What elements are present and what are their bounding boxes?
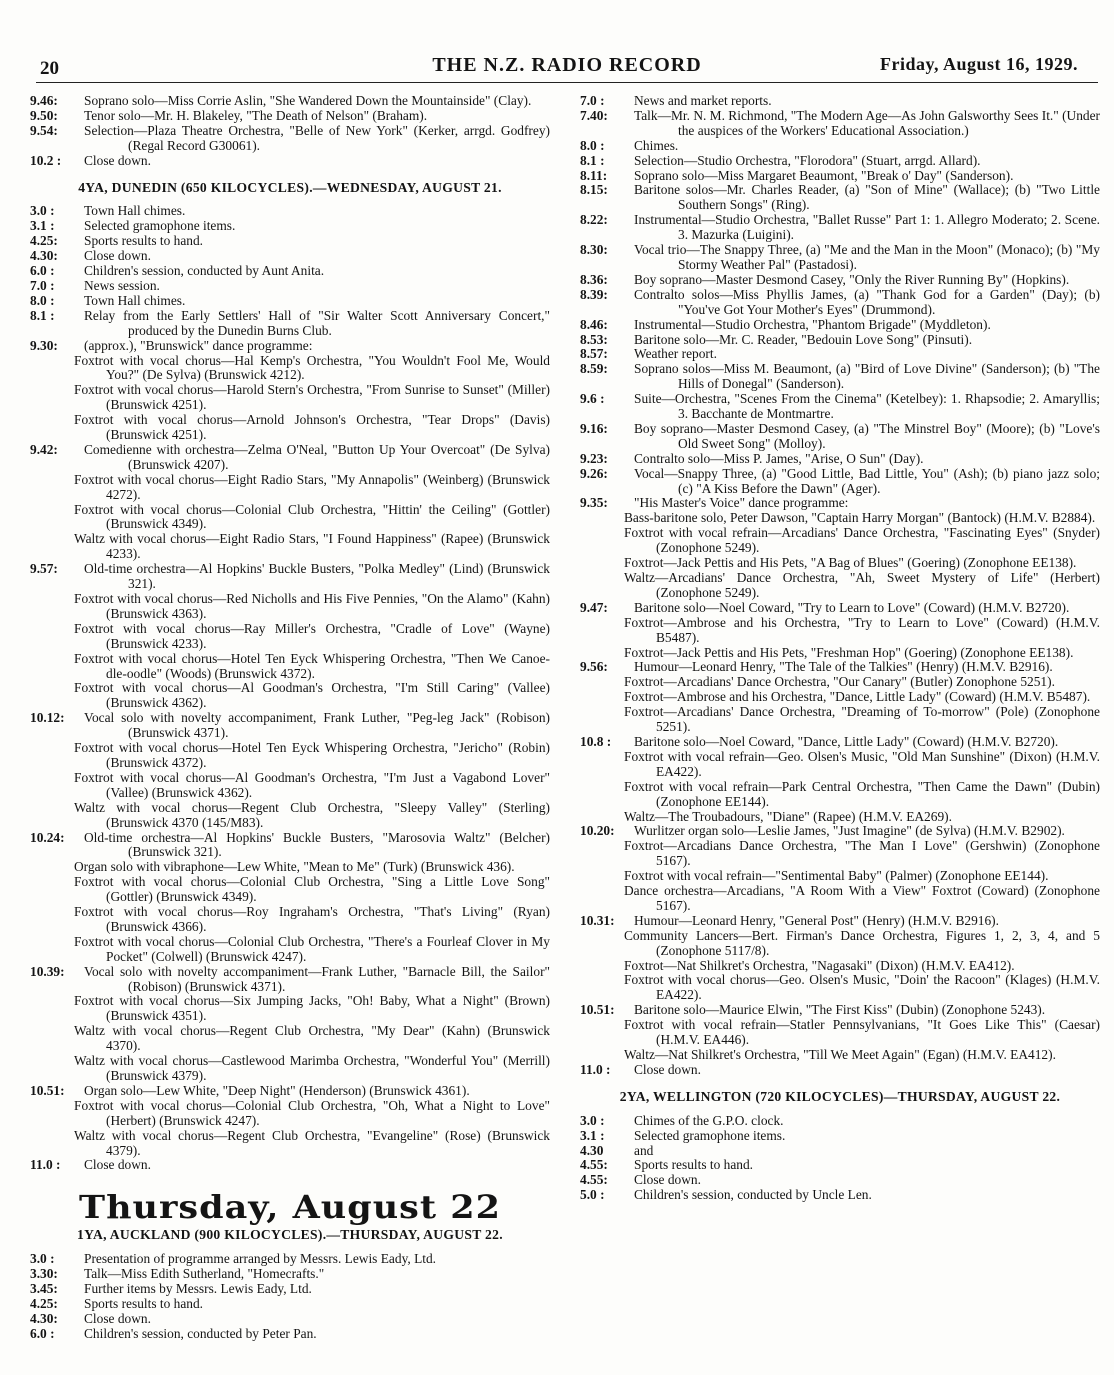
entry-text: Vocal solo with novelty accompaniment—Frank Luther, "Barnacle Bill, the Sailor" (Robison) (Brunswick 4371).	[84, 963, 550, 994]
entry-text: Close down.	[84, 1310, 151, 1326]
entry-text: News and market reports.	[634, 93, 772, 108]
entry-time: 3.0 :	[30, 1251, 55, 1267]
dunedin-programme	[30, 204, 550, 353]
entry-time: 3.0 :	[580, 1112, 605, 1128]
programme-entry	[30, 204, 550, 219]
entry-time: 8.30:	[580, 242, 608, 258]
dance-item: Waltz with vocal chorus—Regent Club Orchestra, "My Dear" (Kahn) (Brunswick 4370).	[74, 1023, 550, 1054]
dance-items-1039	[30, 994, 550, 1083]
dance-items-1012	[30, 741, 550, 830]
programme-entry	[580, 1129, 1100, 1144]
dance-items-108	[580, 750, 1100, 825]
entry-time: 9.46:	[30, 93, 58, 108]
entry-time: 7.40:	[580, 107, 608, 123]
dance-item: Foxtrot with vocal chorus—Al Goodman's Orchestra, "I'm Just a Vagabond Lover" (Vallee) (Brunswick 4362).	[74, 769, 550, 800]
dance-items-1051	[30, 1099, 550, 1159]
entry-time: 9.16:	[580, 420, 608, 436]
entry-1020	[580, 824, 1100, 839]
entry-text: Close down.	[634, 1172, 701, 1188]
issue-date: Friday, August 16, 1929.	[879, 54, 1078, 74]
programme-entry	[580, 333, 1100, 348]
entry-text: Selected gramophone items.	[84, 218, 236, 234]
entry-time: 8.1 :	[580, 152, 605, 168]
programme-entry	[30, 1327, 550, 1342]
entry-text: Instrumental—Studio Orchestra, "Phantom Brigade" (Myddleton).	[634, 316, 991, 332]
entry-time: 3.30:	[30, 1266, 58, 1282]
entry-text: "His Master's Voice" dance programme:	[634, 495, 849, 511]
programme-entry	[30, 124, 550, 154]
programme-entry	[30, 1312, 550, 1327]
entry-close-down	[30, 1158, 550, 1173]
entry-text: Wurlitzer organ solo—Leslie James, "Just Imagine" (de Sylva) (H.M.V. B2902).	[634, 823, 1065, 839]
programme-entry	[30, 965, 550, 995]
dance-item: Foxtrot—Ambrose and his Orchestra, "Try to Learn to Love" (Coward) (H.M.V. B5487).	[624, 614, 1100, 645]
entry-text: Close down.	[84, 248, 151, 264]
dance-item: Foxtrot with vocal chorus—Red Nicholls and His Five Pennies, "On the Alamo" (Kahn) (Brunswick 4363).	[74, 591, 550, 621]
dance-item: Foxtrot with vocal chorus—Arnold Johnson's Orchestra, "Tear Drops" (Davis) (Brunswick 4251).	[74, 412, 550, 443]
dance-item: Foxtrot with vocal chorus—Al Goodman's Orchestra, "I'm Still Caring" (Vallee) (Brunswick 4362).	[74, 680, 550, 711]
entry-text: Town Hall chimes.	[84, 292, 186, 308]
entry-text: Weather report.	[634, 346, 717, 362]
dance-item: Foxtrot with vocal chorus—Colonial Club Orchestra, "Oh, What a Night to Love" (Herbert) (Brunswick 4247).	[74, 1097, 550, 1128]
dance-items-957	[30, 592, 550, 711]
entry-text: Vocal—Snappy Three, (a) "Good Little, Bad Little, You" (Ash); (b) piano jazz solo; (c) "A Kiss Before the Dawn" (Ager).	[634, 465, 1100, 496]
entry-text: Close down.	[634, 1061, 701, 1077]
programme-entry	[30, 831, 550, 861]
programme-entry	[30, 309, 550, 339]
entry-time: 8.59:	[580, 361, 608, 377]
entry-time: 4.30:	[30, 1310, 58, 1326]
auckland-programme	[30, 1252, 550, 1341]
programme-entry	[580, 1188, 1100, 1203]
entry-time: 8.0 :	[30, 292, 55, 308]
entry-time: 8.57:	[580, 346, 608, 362]
dance-item: Dance orchestra—Arcadians, "A Room With a View" Foxtrot (Coward) (Zonophone 5167).	[624, 883, 1100, 913]
entry-time: 10.24:	[30, 829, 65, 845]
dance-items-1020	[580, 839, 1100, 914]
dance-item: Foxtrot—Arcadians Dance Orchestra, "The Man I Love" (Gershwin) (Zonophone 5167).	[624, 838, 1100, 869]
programme-entry	[580, 1063, 1100, 1078]
entry-text: Further items by Messrs. Lewis Eady, Ltd.	[84, 1280, 312, 1296]
dance-item: Foxtrot with vocal refrain—Statler Pennsylvanians, "It Goes Like This" (Caesar) (H.M.V. EA446).	[624, 1017, 1100, 1048]
dance-item: Organ solo with vibraphone—Lew White, "Mean to Me" (Turk) (Brunswick 436).	[74, 859, 515, 875]
programme-entry	[580, 288, 1100, 318]
left-column	[30, 94, 550, 1342]
entry-time: 4.30	[580, 1142, 604, 1158]
entry-text: Vocal trio—The Snappy Three, (a) "Me and the Man in the Moon" (Monaco); (b) "My Stormy Weather Pal" (Pastadosi).	[634, 242, 1100, 272]
programme-entry	[30, 443, 550, 473]
programme-entry	[30, 294, 550, 309]
entry-text: Boy soprano—Master Desmond Casey, (a) "The Minstrel Boy" (Moore); (b) "Love's Old Sweet Song" (Molloy).	[634, 420, 1100, 451]
entry-text: Chimes.	[634, 137, 679, 153]
entry-time: 9.54:	[30, 122, 58, 138]
programme-entry	[580, 154, 1100, 169]
programme-entry	[580, 273, 1100, 288]
dance-item: Foxtrot with vocal chorus—Colonial Club Orchestra, "Hittin' the Ceiling" (Gottler) (Brunswick 4349).	[74, 501, 550, 532]
dance-item: Foxtrot—Jack Pettis and His Pets, "A Bag of Blues" (Goering) (Zonophone EE138).	[624, 555, 1077, 571]
entry-time: 4.55:	[580, 1157, 608, 1173]
programme-entry	[580, 601, 1100, 616]
dance-item: Foxtrot with vocal refrain—"Sentimental Baby" (Palmer) (Zonophone EE144).	[624, 868, 1049, 884]
entry-time: 9.26:	[580, 465, 608, 481]
dance-item: Foxtrot—Nat Shilkret's Orchestra, "Nagasaki" (Dixon) (H.M.V. EA412).	[624, 957, 1015, 973]
dance-item: Bass-baritone solo, Peter Dawson, "Captain Harry Morgan" (Bantock) (H.M.V. B2884).	[624, 510, 1096, 526]
entry-text: Talk—Mr. N. M. Richmond, "The Modern Age—As John Galsworthy Sees It." (Under the auspices of the Workers' Educational Association.)	[634, 107, 1100, 138]
entry-time: 9.47:	[580, 599, 608, 615]
entry-1039	[30, 965, 550, 995]
entry-text: Tenor solo—Mr. H. Blakeley, "The Death of Nelson" (Braham).	[84, 107, 428, 123]
programme-entry	[580, 422, 1100, 452]
entry-time: 9.42:	[30, 441, 58, 457]
entry-1024	[30, 831, 550, 861]
dance-item: Foxtrot with vocal chorus—Hotel Ten Eyck Whispering Orchestra, "Jericho" (Robin) (Brunswick 4372).	[74, 740, 550, 770]
entry-time: 10.12:	[30, 710, 65, 726]
entry-text: Old-time orchestra—Al Hopkins' Buckle Busters, "Marosovia Waltz" (Belcher) (Brunswick 321).	[84, 829, 550, 860]
programme-entry	[30, 1084, 550, 1099]
programme-entry	[580, 169, 1100, 184]
dance-item: Waltz—Nat Shilkret's Orchestra, "Till We Meet Again" (Egan) (H.M.V. EA412).	[624, 1047, 1056, 1062]
entry-time: 10.8 :	[580, 733, 612, 749]
entry-time: 9.23:	[580, 450, 608, 466]
entry-1051-right	[580, 1003, 1100, 1018]
dance-item: Waltz with vocal chorus—Eight Radio Stars, "I Found Happiness" (Rapee) (Brunswick 4233).	[74, 531, 550, 562]
entry-957	[30, 562, 550, 592]
entry-time: 9.50:	[30, 107, 58, 123]
programme-entry	[580, 824, 1100, 839]
programme-entry	[30, 249, 550, 264]
entry-text: News session.	[84, 277, 160, 293]
entry-time: 3.1 :	[580, 1127, 605, 1143]
page-number: 20	[40, 58, 59, 79]
programme-entry	[30, 94, 550, 109]
entry-956	[580, 660, 1100, 675]
programme-entry	[30, 234, 550, 249]
entry-time: 8.1 :	[30, 307, 55, 323]
programme-entry	[30, 1158, 550, 1173]
entry-1031	[580, 914, 1100, 929]
station-heading-2ya: 2YA, WELLINGTON (720 KILOCYCLES)—THURSDAY, AUGUST 22.	[619, 1088, 1061, 1104]
entry-text: Baritone solo—Mr. C. Reader, "Bedouin Love Song" (Pinsuti).	[634, 331, 973, 347]
entry-time: 8.11:	[580, 167, 608, 183]
entry-text: Children's session, conducted by Uncle Len.	[634, 1187, 872, 1203]
entry-text: Humour—Leonard Henry, "General Post" (Henry) (H.M.V. B2916).	[634, 912, 999, 928]
entry-time: 10.51:	[580, 1002, 615, 1018]
dance-item: Waltz—The Troubadours, "Diane" (Rapee) (H.M.V. EA269).	[624, 808, 952, 824]
dance-items-1024	[30, 860, 550, 964]
entry-text: Boy soprano—Master Desmond Casey, "Only the River Running By" (Hopkins).	[634, 271, 1070, 287]
publication-title: THE N.Z. RADIO RECORD	[432, 54, 702, 76]
programme-entry	[580, 109, 1100, 139]
entry-time: 10.20:	[580, 823, 615, 839]
programme-entry	[580, 1173, 1100, 1188]
dance-item: Foxtrot with vocal chorus—Colonial Club Orchestra, "Sing a Little Love Song" (Gottler) (Brunswick 4349).	[74, 874, 550, 905]
entry-text: Talk—Miss Edith Sutherland, "Homecrafts."	[84, 1266, 325, 1282]
programme-entry	[30, 1282, 550, 1297]
dance-items-1031	[580, 929, 1100, 1004]
dance-item: Foxtrot with vocal chorus—Six Jumping Jacks, "Oh! Baby, What a Night" (Brown) (Brunswick 4351).	[74, 993, 550, 1024]
entry-text: Baritone solos—Mr. Charles Reader, (a) "Son of Mine" (Wallace); (b) "Two Little Southern Songs" (Ring).	[634, 182, 1100, 213]
dance-items-930	[30, 354, 550, 443]
dance-item: Foxtrot with vocal refrain—Park Central Orchestra, "Then Came the Dawn" (Dubin) (Zonophone EE144).	[624, 778, 1100, 809]
entry-text: Selection—Plaza Theatre Orchestra, "Belle of New York" (Kerker, arrgd. Godfrey) (Regal Record G30061).	[84, 122, 550, 153]
programme-entry	[580, 183, 1100, 213]
dance-item: Waltz with vocal chorus—Castlewood Marimba Orchestra, "Wonderful You" (Merrill) (Brunswick 4379).	[74, 1053, 550, 1083]
entry-text: Comedienne with orchestra—Zelma O'Neal, "Button Up Your Overcoat" (De Sylva) (Brunswick 4207).	[84, 441, 550, 472]
entry-time: 4.25:	[30, 1295, 58, 1311]
entry-text: Humour—Leonard Henry, "The Tale of the Talkies" (Henry) (H.M.V. B2916).	[634, 659, 1053, 675]
entry-text: Soprano solos—Miss M. Beaumont, (a) "Bird of Love Divine" (Sanderson); (b) "The Hills of Donegal" (Sanderson).	[634, 361, 1100, 392]
programme-entry	[580, 1158, 1100, 1173]
entry-text: Presentation of programme arranged by Messrs. Lewis Eady, Ltd.	[84, 1251, 437, 1267]
programme-entry	[580, 347, 1100, 362]
entry-time: 10.31:	[580, 912, 615, 928]
programme-entry	[580, 243, 1100, 273]
page-header	[36, 52, 1098, 83]
entry-time: 9.57:	[30, 561, 58, 577]
entry-text: Baritone solo—Noel Coward, "Dance, Little Lady" (Coward) (H.M.V. B2720).	[634, 733, 1059, 749]
dance-item: Foxtrot with vocal chorus—Roy Ingraham's Orchestra, "That's Living" (Ryan) (Brunswick 4366).	[74, 904, 550, 934]
dance-item: Foxtrot—Arcadians' Dance Orchestra, "Dreaming of To-morrow" (Pole) (Zonophone 5251).	[624, 704, 1100, 735]
entry-text: Baritone solo—Noel Coward, "Try to Learn to Love" (Coward) (H.M.V. B2720).	[634, 599, 1070, 615]
entry-time: 5.0 :	[580, 1187, 605, 1203]
entry-text: and	[634, 1142, 654, 1158]
wednesday-continuation	[30, 94, 550, 169]
entry-942	[30, 443, 550, 473]
dance-item: Foxtrot with vocal refrain—Arcadians' Dance Orchestra, "Fascinating Eyes" (Snyder) (Zonophone 5249).	[624, 525, 1100, 556]
dance-item: Foxtrot with vocal chorus—Eight Radio Stars, "My Annapolis" (Weinberg) (Brunswick 4272).	[74, 471, 550, 502]
entry-text: Soprano solo—Miss Margaret Beaumont, "Break o' Day" (Sanderson).	[634, 167, 1014, 183]
entry-time: 9.56:	[580, 659, 608, 675]
programme-entry	[580, 1144, 1100, 1159]
dance-items-942	[30, 473, 550, 562]
programme-entry	[30, 219, 550, 234]
entry-text: Chimes of the G.P.O. clock.	[634, 1112, 784, 1128]
day-heading: Thursday, August 22	[79, 1189, 501, 1227]
programme-entry	[580, 914, 1100, 929]
entry-text: Selection—Studio Orchestra, "Florodora" (Stuart, arrgd. Allard).	[634, 152, 981, 168]
entry-text: Suite—Orchestra, "Scenes From the Cinema" (Ketelbey): 1. Rhapsodie; 2. Amaryllis; 3. Bacchante de Montmartre.	[634, 391, 1100, 422]
programme-entry	[580, 213, 1100, 243]
dance-item: Foxtrot with vocal chorus—Harold Stern's Orchestra, "From Sunrise to Sunset" (Miller) (Brunswick 4251).	[74, 382, 550, 413]
entry-text: Selected gramophone items.	[634, 1127, 786, 1143]
entry-text: Children's session, conducted by Peter Pan.	[84, 1325, 317, 1341]
station-heading-1ya: 1YA, AUCKLAND (900 KILOCYCLES).—THURSDAY, AUGUST 22.	[77, 1227, 503, 1243]
programme-entry	[30, 154, 550, 169]
entry-time: 6.0 :	[30, 263, 55, 279]
entry-time: 10.2 :	[30, 152, 62, 168]
programme-entry	[30, 279, 550, 294]
dance-item: Waltz with vocal chorus—Regent Club Orchestra, "Sleepy Valley" (Sterling) (Brunswick 4370 (145/M83).	[74, 799, 550, 830]
programme-entry	[580, 139, 1100, 154]
dance-items-935	[580, 511, 1100, 600]
programme-entry	[580, 318, 1100, 333]
entry-time: 4.55:	[580, 1172, 608, 1188]
wellington-programme	[580, 1114, 1100, 1203]
entry-time: 11.0 :	[30, 1157, 61, 1173]
entry-text: Close down.	[84, 1157, 151, 1173]
programme-entry	[580, 735, 1100, 750]
entry-108	[580, 735, 1100, 750]
entry-text: Baritone solo—Maurice Elwin, "The First Kiss" (Dubin) (Zonophone 5243).	[634, 1002, 1046, 1018]
programme-entry	[30, 562, 550, 592]
entry-time: 9.6 :	[580, 391, 605, 407]
entry-text: Organ solo—Lew White, "Deep Night" (Henderson) (Brunswick 4361).	[84, 1082, 470, 1098]
entry-time: 9.35:	[580, 495, 608, 511]
entry-time: 7.0 :	[30, 277, 55, 293]
programme-entry	[580, 362, 1100, 392]
entry-text: Town Hall chimes.	[84, 203, 186, 219]
programme-entry	[580, 452, 1100, 467]
entry-text: Contralto solos—Miss Phyllis James, (a) "Thank God for a Garden" (Day); (b) "You've Got Your Mother's Eyes" (Drummond).	[634, 286, 1100, 317]
programme-entry	[580, 94, 1100, 109]
entry-text: Close down.	[84, 152, 151, 168]
station-heading-4ya: 4YA, DUNEDIN (650 KILOCYCLES).—WEDNESDAY, AUGUST 21.	[78, 179, 502, 195]
entry-time: 8.36:	[580, 271, 608, 287]
dance-items-1051-right	[580, 1018, 1100, 1063]
programme-entry	[30, 339, 550, 354]
dance-item: Foxtrot with vocal refrain—Geo. Olsen's Music, "Old Man Sunshine" (Dixon) (H.M.V. EA422).	[624, 748, 1100, 779]
entry-time: 8.39:	[580, 286, 608, 302]
dance-item: Foxtrot with vocal chorus—Geo. Olsen's Music, "Doin' the Racoon" (Klages) (H.M.V. EA422).	[624, 972, 1100, 1003]
entry-time: 10.39:	[30, 963, 65, 979]
dance-item: Foxtrot—Jack Pettis and His Pets, "Freshman Hop" (Goering) (Zonophone EE138).	[624, 644, 1074, 660]
dance-item: Foxtrot with vocal chorus—Hal Kemp's Orchestra, "You Wouldn't Fool Me, Would You?" (De Sylva) (Brunswick 4212).	[74, 352, 550, 383]
right-column	[580, 94, 1100, 1203]
programme-entry	[580, 392, 1100, 422]
entry-time: 9.30:	[30, 337, 58, 353]
entry-time: 3.1 :	[30, 218, 55, 234]
programme-entry	[580, 1003, 1100, 1018]
entry-text: Contralto solo—Miss P. James, "Arise, O Sun" (Day).	[634, 450, 924, 466]
programme-entry	[30, 264, 550, 279]
dance-item: Foxtrot with vocal chorus—Colonial Club Orchestra, "There's a Fourleaf Clover in My Pocket" (Colwell) (Brunswick 4247).	[74, 933, 550, 964]
entry-text: Vocal solo with novelty accompaniment, Frank Luther, "Peg-leg Jack" (Robison) (Brunswick 4371).	[84, 710, 550, 741]
entry-time: 11.0 :	[580, 1061, 611, 1077]
evening-programme	[580, 94, 1100, 511]
entry-text: Old-time orchestra—Al Hopkins' Buckle Busters, "Polka Medley" (Lind) (Brunswick 321).	[84, 561, 550, 592]
dance-item: Foxtrot with vocal chorus—Ray Miller's Orchestra, "Cradle of Love" (Wayne) (Brunswick 4233).	[74, 620, 550, 651]
entry-time: 8.46:	[580, 316, 608, 332]
programme-entry	[30, 1297, 550, 1312]
entry-text: Children's session, conducted by Aunt Anita.	[84, 263, 325, 279]
entry-time: 8.0 :	[580, 137, 605, 153]
entry-time: 6.0 :	[30, 1325, 55, 1341]
entry-text: Sports results to hand.	[634, 1157, 754, 1173]
dance-items-947	[580, 616, 1100, 661]
entry-text: (approx.), "Brunswick" dance programme:	[84, 337, 313, 353]
entry-close-down-right	[580, 1063, 1100, 1078]
entry-text: Soprano solo—Miss Corrie Aslin, "She Wandered Down the Mountainside" (Clay).	[84, 93, 532, 108]
entry-time: 3.0 :	[30, 203, 55, 219]
entry-text: Sports results to hand.	[84, 1295, 204, 1311]
entry-1051	[30, 1084, 550, 1099]
entry-text: Instrumental—Studio Orchestra, "Ballet Russe" Part 1: 1. Allegro Moderato; 2. Scene. 3. Mazurka (Luigini).	[634, 212, 1100, 243]
dance-item: Foxtrot—Ambrose and his Orchestra, "Dance, Little Lady" (Coward) (H.M.V. B5487).	[624, 689, 1091, 705]
programme-entry	[580, 1114, 1100, 1129]
programme-entry	[30, 1267, 550, 1282]
entry-time: 7.0 :	[580, 93, 605, 108]
programme-entry	[580, 660, 1100, 675]
entry-text: Relay from the Early Settlers' Hall of "Sir Walter Scott Anniversary Concert," produced by the Dunedin Burns Club.	[84, 307, 550, 338]
programme-entry	[30, 109, 550, 124]
programme-entry	[580, 467, 1100, 497]
entry-time: 4.25:	[30, 233, 58, 249]
dance-item: Community Lancers—Bert. Firman's Dance Orchestra, Figures 1, 2, 3, 4, and 5 (Zonophone 5117/8).	[624, 927, 1100, 958]
dance-item: Waltz—Arcadians' Dance Orchestra, "Ah, Sweet Mystery of Life" (Herbert) (Zonophone 5249).	[624, 570, 1100, 600]
programme-entry	[30, 711, 550, 741]
programme-entry	[580, 496, 1100, 511]
entry-time: 10.51:	[30, 1082, 65, 1098]
programme-entry	[30, 1252, 550, 1267]
dance-item: Foxtrot with vocal chorus—Hotel Ten Eyck Whispering Orchestra, "Then We Canoe-dle-oodle" (Woods) (Brunswick 4372).	[74, 650, 550, 681]
dance-item: Waltz with vocal chorus—Regent Club Orchestra, "Evangeline" (Rose) (Brunswick 4379).	[74, 1127, 550, 1158]
entry-time: 8.22:	[580, 212, 608, 228]
entry-947	[580, 601, 1100, 616]
entry-time: 3.45:	[30, 1280, 58, 1296]
entry-time: 8.53:	[580, 331, 608, 347]
entry-1012	[30, 711, 550, 741]
entry-time: 4.30:	[30, 248, 58, 264]
entry-time: 8.15:	[580, 182, 608, 198]
entry-text: Sports results to hand.	[84, 233, 204, 249]
dance-item: Foxtrot—Arcadians' Dance Orchestra, "Our Canary" (Butler) Zonophone 5251).	[624, 674, 1055, 690]
dance-items-956	[580, 675, 1100, 735]
